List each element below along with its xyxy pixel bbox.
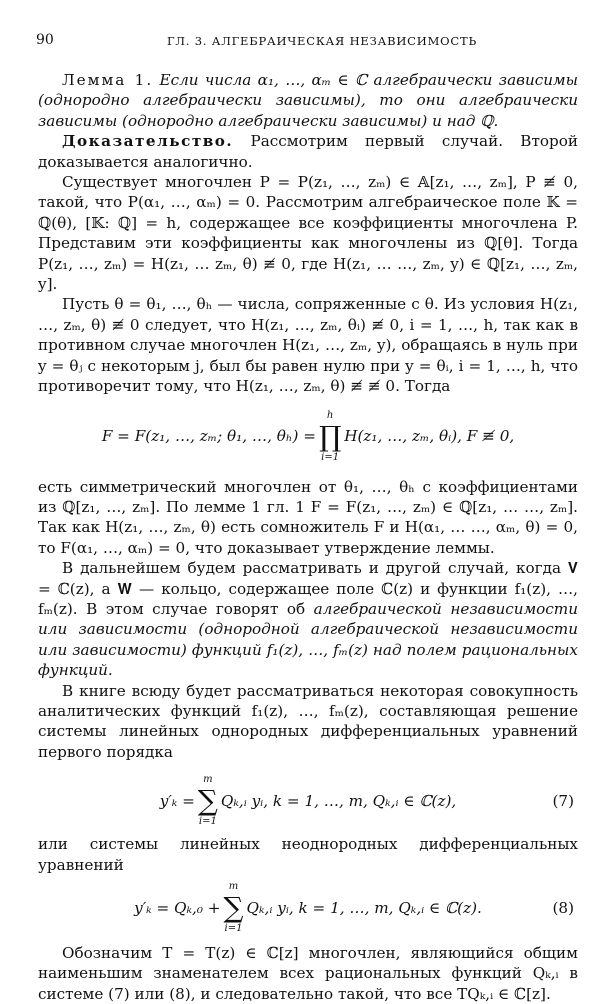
product-symbol: ∏ — [318, 419, 342, 453]
product-operator — [319, 410, 341, 464]
proof-paragraph — [38, 131, 578, 172]
paragraph-polynomial: Существует многочлен P = P(z₁, …, zₘ) ∈ 𝔸[z₁, …, zₘ], P ≢ 0, такой, что P(α₁, …, αₘ) = 0. Рассмотрим алгебраическое поле 𝕂 = ℚ(θ), [𝕂: ℚ] = h, содержащее все коэффициенты многочлена P. Представим эти коэффициенты как многочлены из ℚ[θ]. Тогда P(z₁, …, zₘ) = H(z₁, … zₘ, θ) ≢ 0, где H(z₁, … …, zₘ, y) ∈ ℚ[z₁, …, zₘ, y]. — [38, 173, 578, 294]
equation-7 — [38, 772, 578, 830]
page-number: 90 — [36, 32, 54, 48]
running-header — [36, 32, 578, 50]
paragraph-symmetric: есть симметрический многочлен от θ₁, …, θₕ с коэффициентами из ℚ[z₁, …, zₘ]. По лемме 1 гл. 1 F = F(z₁, …, zₘ) ∈ ℚ[z₁, … …, zₘ]. Так как H(z₁, …, zₘ, θ) есть сомножитель F и H(α₁, … …, αₘ, θ) = 0, то F(α₁, …, αₘ) = 0, что доказывает утверждение леммы. — [38, 477, 578, 557]
equation-8 — [38, 879, 578, 937]
eq7-sum-lower: i=1 — [198, 816, 217, 828]
eq8-sum-lower: i=1 — [224, 923, 243, 934]
eq8-sum-symbol: ∑ — [223, 891, 244, 924]
eq8-number: (8) — [552, 898, 574, 917]
proof-label: Доказательство. — [62, 132, 234, 151]
function-case-text: В дальнейшем будем рассматривать и другой случай, когда 𝐕 = ℂ(z), а 𝐖 — кольцо, содержащее поле ℂ(z) и функции f₁(z), …, fₘ(z). В этом случае говорят об — [38, 559, 578, 618]
product-upper-limit: h — [326, 409, 334, 421]
paragraph-denominator: Обозначим T = T(z) ∈ ℂ[z] многочлен, являющийся общим наименьшим знаменателем всех рациональных функций Qₖ,ᵢ в системе (7) или (8), и следовательно такой, что все TQₖ,ᵢ ∈ ℂ[z]. — [38, 944, 578, 1003]
eq7-number: (7) — [552, 791, 574, 810]
function-case-italic: алгебраической независимости или зависимости (однородной алгебраической независимости или зависимости) функций f₁(z), …, fₘ(z) над полем рациональных функций. — [38, 599, 578, 680]
running-title: ГЛ. 3. АЛГЕБРАИЧЕСКАЯ НЕЗАВИСИМОСТЬ — [166, 34, 478, 48]
paragraph-conjugates: Пусть θ = θ₁, …, θₕ — числа, сопряженные с θ. Из условия H(z₁, …, zₘ, θ) ≢ 0 следует, что H(z₁, …, zₘ, θᵢ) ≢ 0, i = 1, …, h, так как в противном случае многочлен H(z₁, …, zₘ, y), обращаясь в нуль при y = θⱼ с некоторым j, был бы равен нулю при y = θᵢ, i = 1, …, h, что противоречит тому, что H(z₁, …, zₘ, θ) ≢ ≢ 0. Тогда — [38, 295, 578, 396]
product-lower-limit: i=1 — [321, 451, 340, 463]
eq7-sum-symbol: ∑ — [197, 784, 218, 818]
eq7-sum-operator — [198, 774, 218, 828]
eq7-sum-upper: m — [203, 774, 213, 786]
eq7-rhs: Qₖ,ᵢ yᵢ, k = 1, …, m, Qₖ,ᵢ ∈ ℂ(z), — [220, 791, 457, 810]
lemma-paragraph — [38, 70, 578, 131]
formula-product-lhs: F = F(z₁, …, zₘ; θ₁, …, θₕ) = — [101, 427, 316, 446]
lemma-statement: Если числа α₁, …, αₘ ∈ ℂ алгебраически зависимы (однородно алгебраически зависимы), то они алгебраически зависимы (однородно алгебраически зависимы) и над ℚ. — [38, 71, 578, 130]
paragraph-system-intro: В книге всюду будет рассматриваться некоторая совокупность аналитических функций f₁(z), …, fₘ(z), составляющая решение системы линейных однородных дифференциальных уравнений первого порядка — [38, 681, 578, 761]
formula-product-rhs: H(z₁, …, zₘ, θᵢ), F ≢ 0, — [344, 427, 515, 446]
paragraph-function-case — [38, 558, 578, 680]
eq8-lhs: y′ₖ = Qₖ,₀ + — [134, 898, 221, 917]
page-body — [38, 70, 578, 1004]
eq8-rhs: Qₖ,ᵢ yᵢ, k = 1, …, m, Qₖ,ᵢ ∈ ℂ(z). — [246, 898, 482, 917]
formula-product — [38, 407, 578, 467]
proof-intro: Рассмотрим первый случай. Второй доказывается аналогично. — [38, 132, 578, 171]
eq8-sum-upper: m — [228, 881, 239, 892]
lemma-label: Лемма 1. — [62, 71, 154, 89]
eq8-sum-operator — [224, 881, 244, 935]
paragraph-inhomogeneous: или системы линейных неоднородных дифференциальных уравнений — [38, 835, 578, 874]
eq7-lhs: y′ₖ = — [159, 791, 195, 810]
